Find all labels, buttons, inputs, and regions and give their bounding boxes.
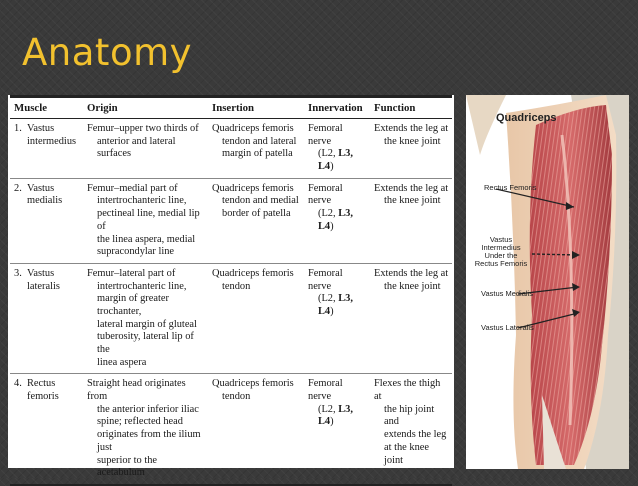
nerve-roots (308, 404, 368, 429)
nerve-root-open: (L2, (318, 148, 339, 160)
table-row (10, 119, 452, 179)
cell-function (370, 374, 452, 485)
cell-origin (83, 178, 208, 263)
cell-origin (83, 263, 208, 374)
muscle-table-panel (8, 95, 454, 479)
muscle-name-lines (27, 183, 62, 208)
insertion-line: border of patella (222, 208, 291, 220)
origin-line: Femur–lateral part of (87, 267, 176, 279)
function-line: Extends the leg at (374, 182, 449, 194)
nerve-root-close: ) (330, 220, 334, 232)
label-vastus-medialis: Vastus Medialis (481, 289, 533, 298)
cell-insertion (208, 119, 304, 179)
nerve-roots (308, 293, 368, 318)
nerve-roots (308, 208, 368, 233)
function-line: the hip joint and (384, 403, 435, 428)
insertion-line: Quadriceps femoris (212, 123, 294, 134)
function-line: at the knee joint (384, 441, 430, 466)
origin-line: tuberosity, lateral lip of the (97, 331, 194, 355)
table-row (10, 374, 452, 485)
origin-line: intertrochanteric line, (97, 195, 187, 207)
muscle-name-line: Vastus (27, 123, 55, 134)
cell-function (370, 119, 452, 179)
cell-insertion (208, 178, 304, 263)
muscle-name-lines (27, 268, 60, 293)
muscle-number: 4. (14, 378, 22, 390)
cell-muscle (10, 178, 83, 263)
origin-line: the linea aspera, medial (97, 233, 196, 245)
nerve-root-bold: L3, L4 (318, 208, 353, 232)
muscle-number: 2. (14, 182, 22, 194)
nerve-name: Femoral nerve (308, 378, 343, 403)
origin-line: originates from the ilium just (97, 429, 201, 453)
muscle-number: 1. (14, 123, 22, 134)
figure-title: Quadriceps (496, 112, 557, 124)
origin-line: spine; reflected head (97, 416, 183, 428)
origin-line: lateral margin of gluteal (97, 318, 197, 330)
origin-line: superior to the acetabulum (97, 454, 158, 479)
nerve-name: Femoral nerve (308, 267, 343, 292)
nerve-root-bold: L3, L4 (318, 293, 353, 317)
quadriceps-figure (466, 95, 629, 469)
nerve-root-open: (L2, (318, 208, 339, 220)
insertion-line: margin of patella (222, 148, 293, 160)
label-vastus-intermedius: Vastus Intermedius Under the Rectus Femoris (474, 235, 528, 268)
nerve-root-close: ) (330, 161, 334, 173)
nerve-name: Femoral nerve (308, 182, 343, 207)
label-vastus-lateralis: Vastus Lateralis (481, 323, 534, 332)
origin-line: intertrochanteric line, (97, 280, 187, 292)
cell-innervation (304, 178, 370, 263)
muscle-name-line: Vastus (27, 182, 55, 194)
cell-origin (83, 119, 208, 179)
muscle-name (14, 123, 81, 148)
label-rectus-femoris: Rectus Femoris (484, 183, 537, 192)
header-function: Function (370, 97, 452, 119)
nerve-root-bold: L3, L4 (318, 403, 353, 428)
origin-line: Straight head originates from (87, 378, 186, 403)
muscle-name-lines (27, 378, 59, 403)
insertion-line: tendon (222, 391, 251, 403)
cell-innervation (304, 119, 370, 179)
header-origin: Origin (83, 97, 208, 119)
function-line: Extends the leg at (374, 123, 449, 134)
function-line: the knee joint (384, 195, 441, 207)
table-row (10, 178, 452, 263)
nerve-roots (308, 148, 368, 173)
muscle-name-line: medialis (27, 195, 63, 207)
function-line: Extends the leg at (374, 267, 449, 279)
cell-innervation (304, 263, 370, 374)
origin-line: linea aspera (97, 356, 147, 368)
table-row (10, 263, 452, 374)
muscle-name-line: lateralis (27, 280, 60, 292)
nerve-root-close: ) (330, 305, 334, 317)
muscle-name-line: Vastus (27, 267, 55, 279)
muscle-name-line: Rectus (27, 378, 56, 390)
insertion-line: tendon (222, 280, 251, 292)
muscle-name (14, 378, 81, 403)
function-line: the knee joint (384, 280, 441, 292)
header-muscle: Muscle (10, 97, 83, 119)
cell-insertion (208, 374, 304, 485)
cell-function (370, 263, 452, 374)
table-header-row (10, 97, 452, 119)
header-innervation: Innervation (304, 97, 370, 119)
insertion-line: tendon and medial (222, 195, 299, 207)
insertion-line: Quadriceps femoris (212, 378, 294, 390)
nerve-name: Femoral nerve (308, 123, 343, 147)
origin-line: pectineal line, medial lip of (97, 208, 200, 232)
insertion-line: tendon and lateral (222, 135, 297, 147)
origin-line: Femur–upper two thirds of (87, 123, 199, 134)
cell-muscle (10, 119, 83, 179)
cell-muscle (10, 263, 83, 374)
nerve-root-bold: L3, L4 (318, 148, 353, 173)
insertion-line: Quadriceps femoris (212, 182, 294, 194)
header-insertion: Insertion (208, 97, 304, 119)
muscle-name (14, 268, 81, 293)
origin-line: supracondylar line (97, 246, 175, 258)
slide-title: Anatomy (22, 31, 193, 74)
cell-insertion (208, 263, 304, 374)
muscle-name-line: intermedius (27, 135, 77, 147)
muscle-name (14, 183, 81, 208)
nerve-root-open: (L2, (318, 403, 339, 415)
cell-muscle (10, 374, 83, 485)
origin-line: the anterior inferior iliac (97, 403, 199, 415)
muscle-name-lines (27, 123, 76, 148)
origin-line: Femur–medial part of (87, 182, 178, 194)
function-line: extends the leg (384, 429, 447, 441)
nerve-root-close: ) (330, 416, 334, 428)
nerve-root-open: (L2, (318, 293, 339, 305)
cell-origin (83, 374, 208, 485)
muscle-table (10, 95, 452, 486)
insertion-line: Quadriceps femoris (212, 267, 294, 279)
cell-innervation (304, 374, 370, 485)
muscle-number: 3. (14, 267, 22, 279)
origin-line: margin of greater trochanter, (97, 293, 169, 317)
muscle-name-line: femoris (27, 391, 59, 403)
function-line: the knee joint (384, 135, 441, 147)
function-line: Flexes the thigh at (374, 378, 441, 403)
origin-line: anterior and lateral surfaces (97, 135, 176, 160)
cell-function (370, 178, 452, 263)
thigh-illustration (466, 95, 629, 469)
